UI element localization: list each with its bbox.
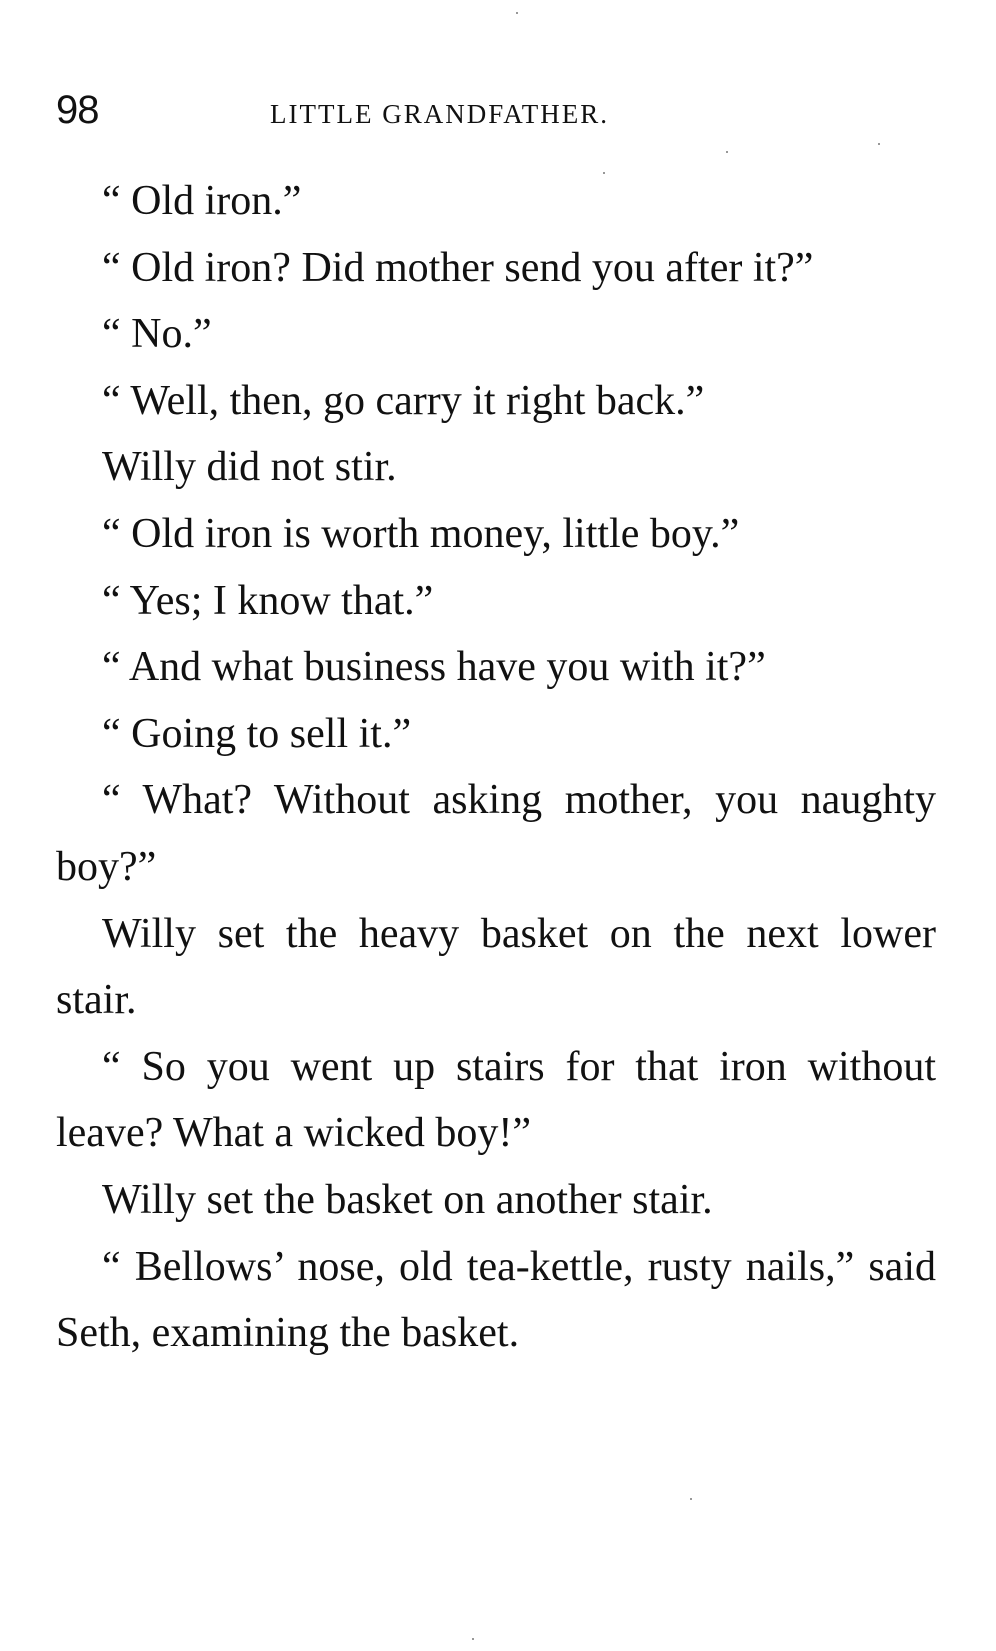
paragraph: “ And what business have you with it?” xyxy=(102,644,766,691)
paragraph: “ So you went up stairs for that iron without leave? What a wicked boy!” xyxy=(56,1043,936,1157)
running-title: LITTLE GRANDFATHER. xyxy=(270,99,609,129)
paragraph: Willy set the heavy basket on the next lower stair. xyxy=(56,910,936,1024)
paragraph: “ Bellows’ nose, old tea-kettle, rusty nails,” said Seth, examining the basket. xyxy=(56,1243,936,1357)
page-header xyxy=(56,80,936,140)
paper-speck xyxy=(472,1638,474,1640)
paragraph: “ Old iron is worth money, little boy.” xyxy=(102,510,740,557)
paragraph: Willy did not stir. xyxy=(102,444,397,491)
paper-speck xyxy=(516,12,518,14)
paragraph: “ Old iron? Did mother send you after it?” xyxy=(102,244,814,291)
paper-speck xyxy=(603,172,605,174)
paragraph: “ Well, then, go carry it right back.” xyxy=(102,377,705,424)
paragraph: “ Yes; I know that.” xyxy=(102,577,434,624)
paper-speck xyxy=(690,1498,692,1500)
paragraph: Willy set the basket on another stair. xyxy=(102,1176,713,1223)
paragraph: “ Going to sell it.” xyxy=(102,710,412,757)
paragraph: “ Old iron.” xyxy=(102,178,302,224)
paper-speck xyxy=(878,143,880,145)
body-text xyxy=(56,168,936,1367)
page-number: 98 xyxy=(56,88,99,132)
paragraph: “ No.” xyxy=(102,311,212,358)
paragraph: “ What? Without asking mother, you naughty boy?” xyxy=(56,777,936,890)
paper-speck xyxy=(726,151,728,153)
